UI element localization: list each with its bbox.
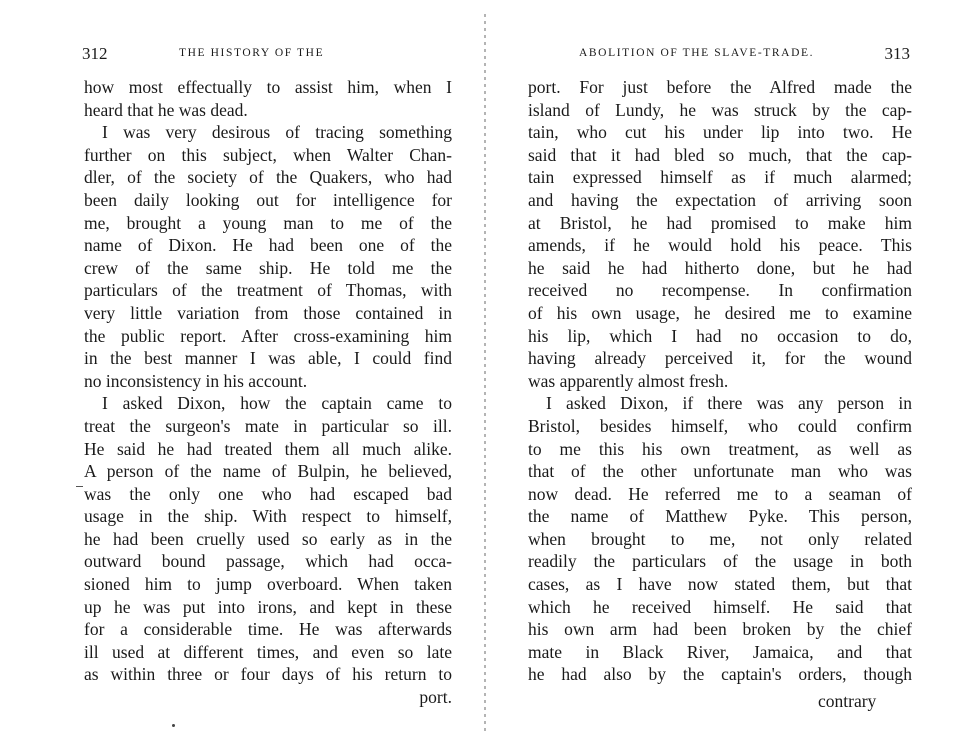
text-line: dler, of the society of the Quakers, who had xyxy=(84,167,452,188)
text-line: the name of Matthew Pyke. This person, xyxy=(528,506,912,527)
right-page xyxy=(490,0,980,752)
text-line: A person of the name of Bulpin, he believed, xyxy=(84,461,452,482)
text-line: He said he had treated them all much alike. xyxy=(84,438,452,459)
text-line: of his own usage, he desired me to examine xyxy=(528,302,912,323)
text-line: I asked Dixon, if there was any person in xyxy=(546,393,912,414)
text-line: no inconsistency in his account. xyxy=(84,370,308,391)
text-line: the public report. After cross-examining him xyxy=(84,325,452,346)
text-line: further on this subject, when Walter Chan- xyxy=(84,144,452,165)
text-line: been daily looking out for intelligence for xyxy=(84,189,452,210)
text-line: now dead. He referred me to a seaman of xyxy=(528,483,912,504)
text-line: to me this his own treatment, as well as xyxy=(528,438,912,459)
right-page-header xyxy=(528,44,910,64)
book-gutter xyxy=(484,14,486,734)
text-line: up he was put into irons, and kept in these xyxy=(84,596,452,617)
left-running-title: THE HISTORY OF THE xyxy=(179,47,325,59)
text-line: readily the particulars of the usage in both xyxy=(528,551,912,572)
text-line: Bristol, besides himself, who could confirm xyxy=(528,415,912,436)
margin-mark xyxy=(76,486,83,487)
text-line: name of Dixon. He had been one of the xyxy=(84,235,452,256)
text-line: which he received himself. He said that xyxy=(528,596,912,617)
text-line: for a considerable time. He was afterwards xyxy=(84,619,452,640)
text-line: he had also by the captain's orders, though xyxy=(528,664,912,685)
text-line: that of the other unfortunate man who was xyxy=(528,461,912,482)
text-line: when brought to me, not only related xyxy=(528,528,912,549)
right-page-number: 313 xyxy=(884,44,910,63)
text-line: particulars of the treatment of Thomas, with xyxy=(84,280,452,301)
text-line: was apparently almost fresh. xyxy=(528,370,729,391)
text-line: mate in Black River, Jamaica, and that xyxy=(528,641,912,662)
right-running-title: ABOLITION OF THE SLAVE-TRADE. xyxy=(579,47,815,59)
text-line: sioned him to jump overboard. When taken xyxy=(84,574,452,595)
text-line: amends, if he would hold his peace. This xyxy=(528,235,912,256)
text-line: outward bound passage, which had occa- xyxy=(84,551,452,572)
text-line: he had been cruelly used so early as in the xyxy=(84,528,452,549)
text-line: having already perceived it, for the wound xyxy=(528,348,912,369)
right-body-text xyxy=(528,76,912,686)
text-line: tain expressed himself as if much alarmed; xyxy=(528,167,912,188)
ink-speck xyxy=(172,724,175,727)
left-body-text xyxy=(84,76,452,709)
text-line: port. For just before the Alfred made the xyxy=(528,77,912,97)
text-line: heard that he was dead. xyxy=(84,99,248,120)
text-line: was the only one who had escaped bad xyxy=(84,483,452,504)
text-line: port. xyxy=(419,687,452,708)
text-line: treat the surgeon's mate in particular so ill. xyxy=(84,415,452,436)
text-line: me, brought a young man to me of the xyxy=(84,212,452,233)
text-line: how most effectually to assist him, when I xyxy=(84,77,452,97)
text-line: tain, who cut his under lip into two. He xyxy=(528,122,912,143)
text-line: at Bristol, he had promised to make him xyxy=(528,212,912,233)
text-line: he said he had hitherto done, but he had xyxy=(528,257,912,278)
text-line: as within three or four days of his return to xyxy=(84,664,452,685)
text-line: in the best manner I was able, I could find xyxy=(84,348,452,369)
text-line: I was very desirous of tracing something xyxy=(102,122,452,143)
left-page-number: 312 xyxy=(82,44,108,63)
text-line: island of Lundy, he was struck by the cap- xyxy=(528,99,912,120)
text-line: said that it had bled so much, that the cap- xyxy=(528,144,912,165)
text-line: his lip, which I had no occasion to do, xyxy=(528,325,912,346)
text-line: usage in the ship. With respect to himself, xyxy=(84,506,452,527)
text-line: and having the expectation of arriving soon xyxy=(528,189,912,210)
text-line: his own arm had been broken by the chief xyxy=(528,619,912,640)
catchword: contrary xyxy=(818,691,877,711)
text-line: I asked Dixon, how the captain came to xyxy=(102,393,452,414)
text-line: crew of the same ship. He told me the xyxy=(84,257,452,278)
left-page-header xyxy=(82,44,452,64)
text-line: received no recompense. In confirmation xyxy=(528,280,912,301)
text-line: cases, as I have now stated them, but that xyxy=(528,574,912,595)
text-line: ill used at different times, and even so late xyxy=(84,641,452,662)
text-line: very little variation from those contained in xyxy=(84,302,452,323)
